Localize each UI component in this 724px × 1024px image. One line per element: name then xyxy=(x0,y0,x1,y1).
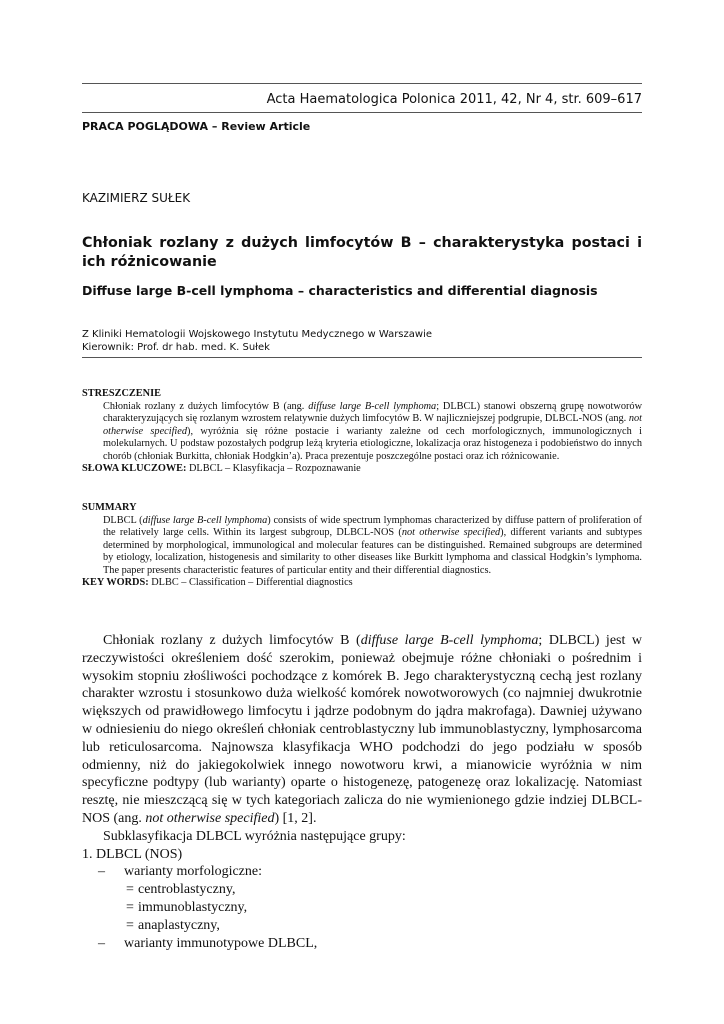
abstract-polish xyxy=(82,388,642,476)
summary-heading: SUMMARY xyxy=(82,502,137,513)
body-text xyxy=(82,632,642,952)
article-type: PRACA POGLĄDOWA – Review Article xyxy=(82,120,311,133)
journal-citation: Acta Haematologica Polonica 2011, 42, Nr 4, str. 609–617 xyxy=(266,92,642,107)
summary-text: DLBCL (diffuse large B-cell lymphoma) consists of wide spectrum lymphomas characterized by diffuse pattern of proliferation of the relatively large cells. Within its largest subgroup, DLBCL-NOS (not otherwise specified), different variants and subtypes determined by morphological, immunological and molecular features can be distinguished. Remained subgroups are determined by etiology, localization, histogenesis and similarity to other diseases like Burkitt lymphoma and classical Hodgkin’s lymphoma. The paper presents characteristic features of particular entity and their differential diagnostics. xyxy=(103,514,643,576)
list-item: – warianty immunotypowe DLBCL, xyxy=(98,935,318,951)
keywords-english: KEY WORDS: DLBC – Classification – Differential diagnostics xyxy=(82,577,353,588)
title-english: Diffuse large B-cell lymphoma – characteristics and differential diagnosis xyxy=(82,283,598,298)
body-paragraph: Chłoniak rozlany z dużych limfocytów B (diffuse large B-cell lymphoma; DLBCL) jest w rzeczywistości określeniem dość szerokim, ponieważ obejmuje różne chłoniaki o pośrednim i wysokim stopniu złośliwości pochodzące z komórek B. Jego charakterystyczną cechą jest rozlany charakter wzrostu i stosunkowo duża wielkość komórek nowotworowych (co najmniej dwukrotnie większych od prawidłowego limfocytu i jądrze podobnym do jądra makrofaga). Dawniej używano w odniesieniu do niego określeń chłoniak centroblastyczny lub immunoblastyczny, lymphosarcoma lub reticulosarcoma. Najnowsza klasyfikacja WHO podchodzi do jego podziału w sposób odmienny, niż do jakiegokolwiek innego nowotworu krwi, a mianowicie wyróżnia w nim specyficzne podtypy (lub warianty) oparte o histogenezę, patogenezę oraz lokalizację. Natomiast resztę, nie mieszczącą się w tych kategoriach zalicza do nie wymienionego gdzie indziej DLBCL-NOS (ang. not otherwise specified) [1, 2]. xyxy=(82,633,643,826)
list-item: = immunoblastyczny, xyxy=(126,899,248,915)
subclassification-intro: Subklasyfikacja DLBCL wyróżnia następujące grupy: xyxy=(103,828,406,844)
affiliation-head: Kierownik: Prof. dr hab. med. K. Sułek xyxy=(82,342,270,353)
list-item: = anaplastyczny, xyxy=(126,917,220,933)
abstract-english xyxy=(82,502,642,590)
header-rule xyxy=(82,112,642,113)
list-item: 1. DLBCL (NOS) xyxy=(82,846,183,862)
affiliation-institution: Z Kliniki Hematologii Wojskowego Instytutu Medycznego w Warszawie xyxy=(82,329,433,340)
affiliation xyxy=(82,328,432,354)
top-rule xyxy=(82,83,642,84)
affiliation-rule xyxy=(82,357,642,358)
keywords-polish: SŁOWA KLUCZOWE: DLBCL – Klasyfikacja – Rozpoznawanie xyxy=(82,463,361,474)
list-item: = centroblastyczny, xyxy=(126,882,236,898)
list-item: – warianty morfologiczne: xyxy=(98,864,263,880)
abstract-heading: STRESZCZENIE xyxy=(82,388,161,399)
abstract-text: Chłoniak rozlany z dużych limfocytów B (ang. diffuse large B-cell lymphoma; DLBCL) stanowi obszerną grupę nowotworów charakteryzujących się rozlanym wzrostem relatywnie dużych limfocytów B. W najliczniejszej podgrupie, DLBCL-NOS (ang. not otherwise specified), wyróżnia się różne postacie i warianty zależne od cech morfologicznych, immunologicznych i molekularnych. U podstaw pozostałych podgrup leżą kryteria etiologiczne, lokalizacja oraz histogeneza i podobieństwo do innych chorób (chłoniak Burkitta, chłoniak Hodgkin’a). Praca prezentuje poszczególne postaci oraz ich różnicowanie. xyxy=(103,400,643,462)
title-polish: Chłoniak rozlany z dużych limfocytów B – charakterystyka postaci i ich różnicowanie xyxy=(82,235,642,270)
author-name: KAZIMIERZ SUŁEK xyxy=(82,191,191,205)
